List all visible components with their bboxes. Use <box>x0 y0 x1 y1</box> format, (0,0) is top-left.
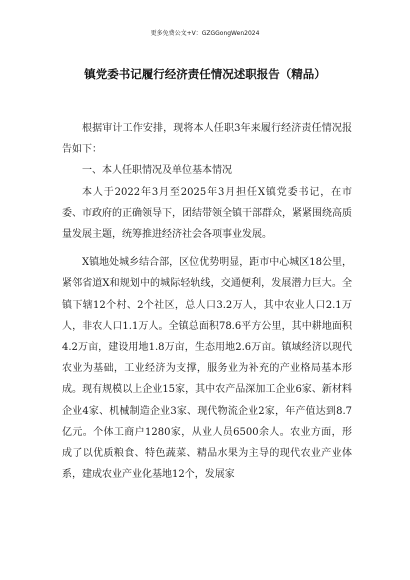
intro-paragraph: 根据审计工作安排，现将本人任职3年来履行经济责任情况报告如下： <box>62 123 352 156</box>
section-heading: 一、本人任职情况及单位基本情况 <box>82 165 232 177</box>
document-title: 镇党委书记履行经济责任情况述职报告（精品） <box>84 67 326 81</box>
document-body <box>62 118 352 485</box>
body-paragraph: 本人于2022年3月至2025年3月担任X镇党委书记，在市委、市政府的正确领导下，团结带领全镇干部群众，紧紧围绕高质量发展主题，统筹推进经济社会各项事业发展。 <box>62 186 352 241</box>
header-note: 更多免费公文+V：GZGGongWen2024 <box>150 30 260 37</box>
body-paragraph: X镇地处城乡结合部，区位优势明显，距市中心城区18公里，紧邻省道X和规划中的城际轻轨线，交通便利，发展潜力巨大。全镇下辖12个村、2个社区，总人口3.2万人，其中农业人口2.1万人，非农人口1.1万人。全镇总面积78.6平方公里，其中耕地面积4.2万亩，建设用地1.8万亩，生态用地2.6万亩。镇域经济以现代农业为基础，工业经济为支撑，服务业为补充的产业格局基本形成。现有规模以上企业15家，其中农产品深加工企业6家、新材料企业4家、机械制造企业3家、现代物流企业2家，年产值达到8.7亿元。个体工商户1280家，从业人员6500余人。农业方面，形成了以优质粮食、特色蔬菜、精品水果为主导的现代农业产业体系，建成农业产业化基地12个，发展家 <box>62 257 352 481</box>
